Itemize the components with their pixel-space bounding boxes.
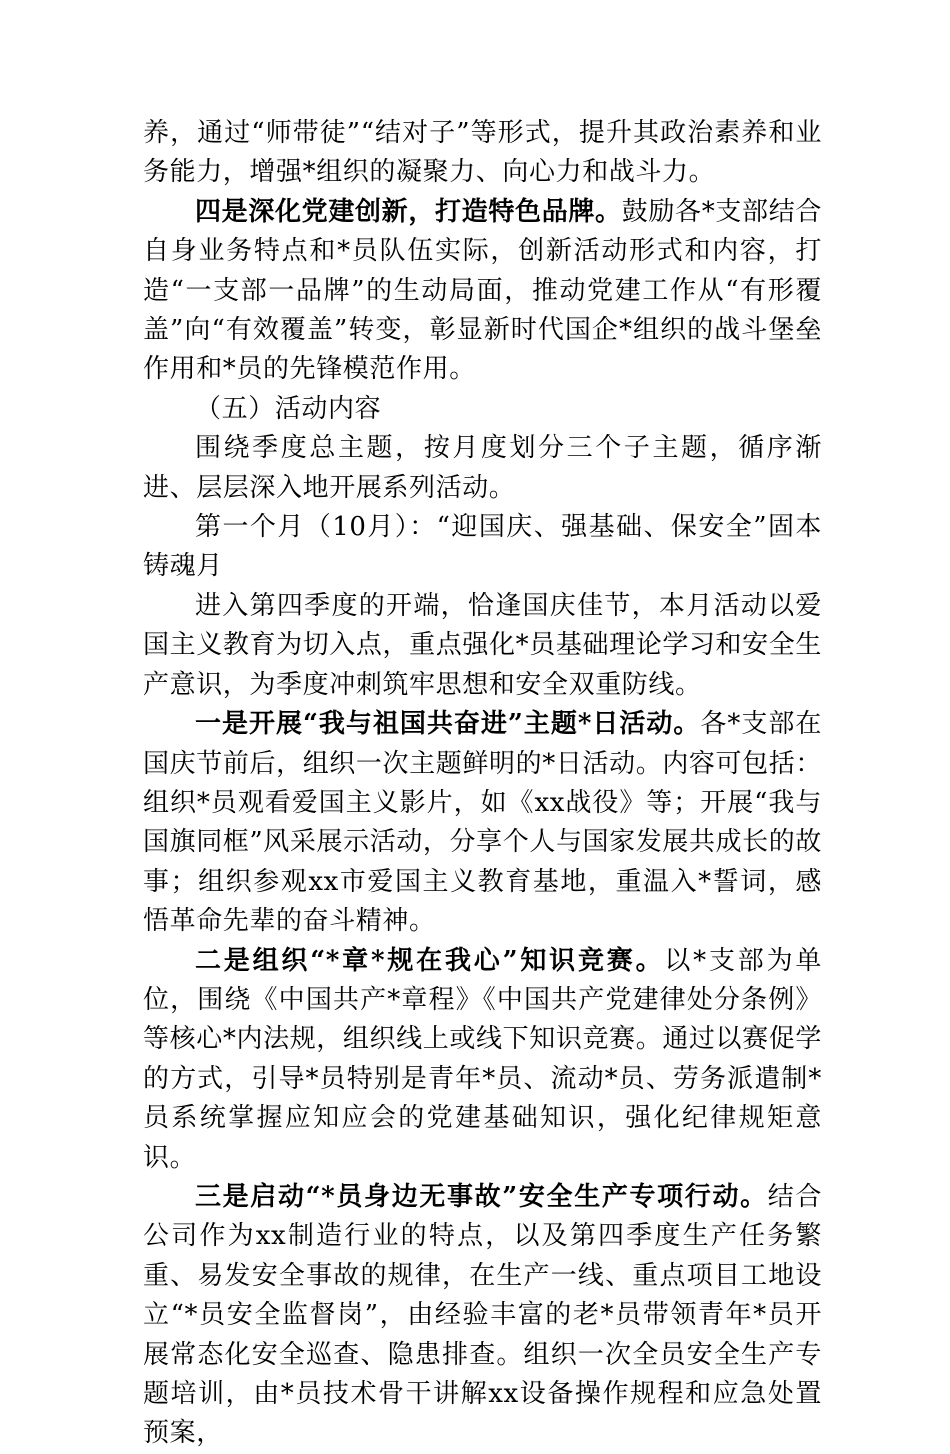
paragraph-body: 各*支部在国庆节前后，组织一次主题鲜明的*日活动。内容可包括：组织*员观看爱国主义影片，如《xx战役》等；开展“我与国旗同框”风采展示活动，分享个人与国家发展共成长的故事；组织参观xx市爱国主义教育基地，重温入*誓词，感悟革命先辈的奋斗精神。 [143,709,822,937]
paragraph-continuation: 养，通过“师带徒”“结对子”等形式，提升其政治素养和业务能力，增强*组织的凝聚力、向心力和战斗力。 [143,118,822,188]
paragraph-lead-bold: 二是组织“*章*规在我心”知识竞赛。 [195,945,665,976]
paragraph-activity-two [143,942,822,1178]
paragraph-theme-overview: 围绕季度总主题，按月度划分三个子主题，循序渐进、层层深入地开展系列活动。 [143,433,822,503]
paragraph-activity-three [143,1178,822,1454]
paragraph-lead-bold: 一是开展“我与祖国共奋进”主题*日活动。 [195,709,701,740]
paragraph-activity-one [143,705,822,941]
paragraph-lead-bold: 四是深化党建创新，打造特色品牌。 [195,196,622,227]
paragraph-party-innovation [143,193,822,390]
paragraph-lead-bold: 三是启动“*员身边无事故”安全生产专项行动。 [195,1181,768,1212]
paragraph-month-one-intro: 进入第四季度的开端，恰逢国庆佳节，本月活动以爱国主义教育为切入点，重点强化*员基础理论学习和安全生产意识，为季度冲刺筑牢思想和安全双重防线。 [143,590,822,700]
paragraph-month-one-title: 第一个月（10月）：“迎国庆、强基础、保安全”固本铸魂月 [143,512,822,582]
paragraph-body: 以*支部为单位，围绕《中国共产*章程》《中国共产党建律处分条例》等核心*内法规，组织线上或线下知识竞赛。通过以赛促学的方式，引导*员特别是青年*员、流动*员、劳务派遣制*员系统掌握应知应会的党建基础知识，强化纪律规矩意识。 [143,945,822,1173]
paragraph-body: 结合公司作为xx制造行业的特点，以及第四季度生产任务繁重、易发安全事故的规律，在生产一线、重点项目工地设立“*员安全监督岗”，由经验丰富的老*员带领青年*员开展常态化安全巡查、隐患排查。组织一次全员安全生产专题培训，由*员技术骨干讲解xx设备操作规程和应急处置预案， [143,1181,822,1449]
paragraph-body: 鼓励各*支部结合自身业务特点和*员队伍实际，创新活动形式和内容，打造“一支部一品牌”的生动局面，推动党建工作从“有形覆盖”向“有效覆盖”转变，彰显新时代国企*组织的战斗堡垒作用和*员的先锋模范作用。 [143,196,822,385]
section-heading-activity-content: （五）活动内容 [195,393,382,424]
